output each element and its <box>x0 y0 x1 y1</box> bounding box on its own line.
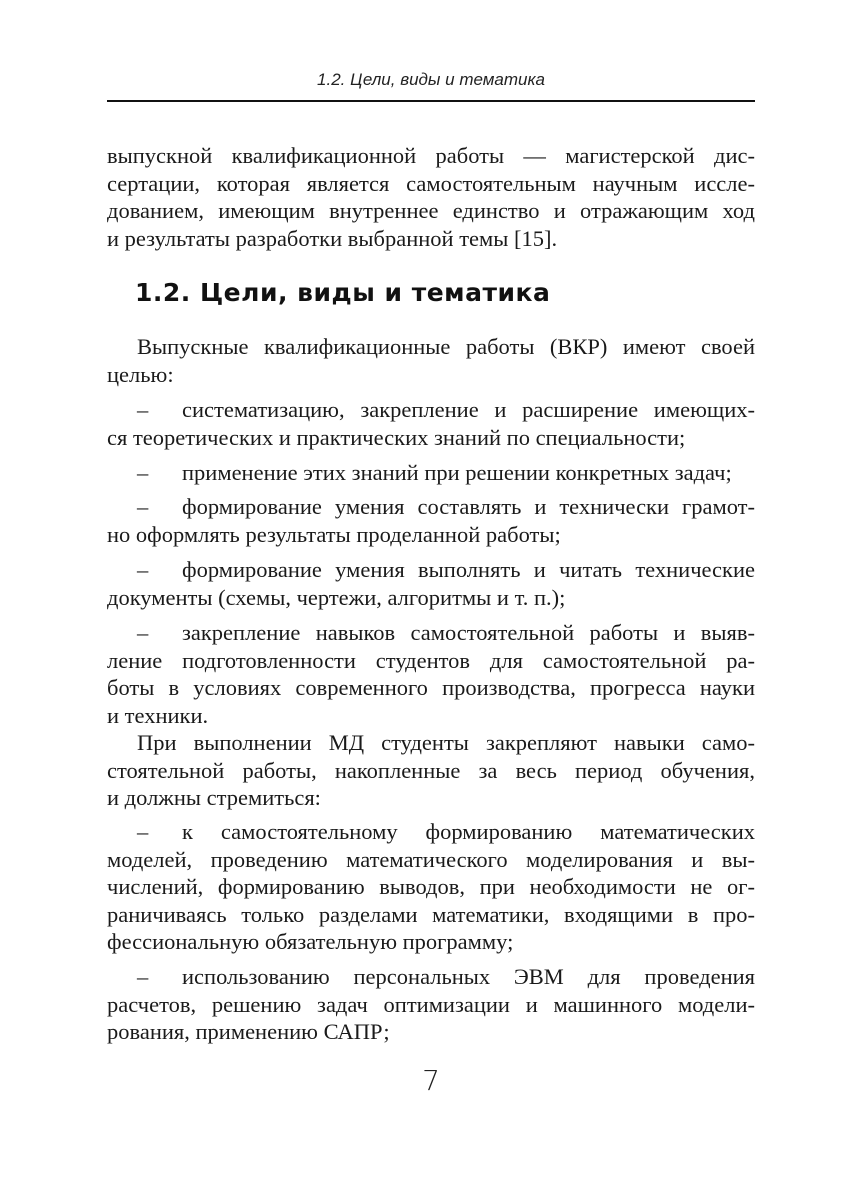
list-item <box>107 493 755 548</box>
header-rule <box>107 100 755 102</box>
list-item-line: рования, применению САПР; <box>107 1019 390 1044</box>
list-item-line: боты в условиях современного производства, прогресса науки <box>107 675 755 700</box>
list-item <box>107 818 755 956</box>
section-title: 1.2. Цели, виды и тематика <box>135 278 551 307</box>
list-item-line: документы (схемы, чертежи, алгоритмы и т. п.); <box>107 584 566 610</box>
intro-line: сертации, которая является самостоятельным научным иссле- <box>107 170 755 196</box>
paragraph-line: стоятельной работы, накопленные за весь период обучения, <box>107 757 755 783</box>
list-item-line: к самостоятельному формированию математических <box>182 819 755 844</box>
bullet-dash: – <box>137 964 149 989</box>
list-item-line: расчетов, решению задач оптимизации и машинного модели- <box>107 991 755 1017</box>
list-item-line: но оформлять результаты проделанной работы; <box>107 521 561 547</box>
intro-line: и результаты разработки выбранной темы [15]. <box>107 225 558 251</box>
list-item-line: моделей, проведению математического моделирования и вы- <box>107 846 755 872</box>
list-item <box>107 459 755 487</box>
list-item-line: применение этих знаний при решении конкретных задач; <box>182 460 732 485</box>
list-item-line: систематизацию, закрепление и расширение имеющих- <box>182 397 755 422</box>
list-item <box>107 396 755 451</box>
intro-line: выпускной квалификационной работы — магистерской дис- <box>107 143 755 168</box>
list-item-line: раничиваясь только разделами математики, входящими в про- <box>107 901 755 927</box>
list-item-line: фессиональную обязательную программу; <box>107 929 514 954</box>
intro-line: дованием, имеющим внутреннее единство и отражающим ход <box>107 198 755 223</box>
bullet-dash: – <box>137 557 149 582</box>
list-item-line: формирование умения составлять и технически грамот- <box>182 494 755 519</box>
bullet-dash: – <box>137 460 149 485</box>
intro-paragraph <box>107 142 755 252</box>
list-item-line: закрепление навыков самостоятельной работы и выяв- <box>182 620 755 645</box>
running-head: 1.2. Цели, виды и тематика <box>317 70 545 89</box>
paragraph-line: Выпускные квалификационные работы (ВКР) имеют своей <box>137 334 755 359</box>
page-number: 7 <box>422 1064 440 1097</box>
list-item-line: ся теоретических и практических знаний по специальности; <box>107 424 686 450</box>
list-item-line: ление подготовленности студентов для самостоятельной ра- <box>107 647 755 673</box>
list-item <box>107 963 755 1046</box>
list-item-line: числений, формированию выводов, при необходимости не ог- <box>107 874 755 899</box>
list-item-line: формирование умения выполнять и читать технические <box>182 557 755 582</box>
bullet-dash: – <box>137 620 149 645</box>
list-item-line: и техники. <box>107 702 209 728</box>
paragraph-line: целью: <box>107 361 174 387</box>
bullet-dash: – <box>137 397 149 422</box>
bullet-dash: – <box>137 819 149 844</box>
paragraph-md <box>107 729 755 812</box>
list-item <box>107 619 755 729</box>
paragraph-goals <box>107 333 755 388</box>
bullet-dash: – <box>137 494 149 519</box>
paragraph-line: и должны стремиться: <box>107 785 321 810</box>
paragraph-line: При выполнении МД студенты закрепляют навыки само- <box>137 730 755 755</box>
list-item-line: использованию персональных ЭВМ для проведения <box>182 964 755 989</box>
list-item <box>107 556 755 611</box>
